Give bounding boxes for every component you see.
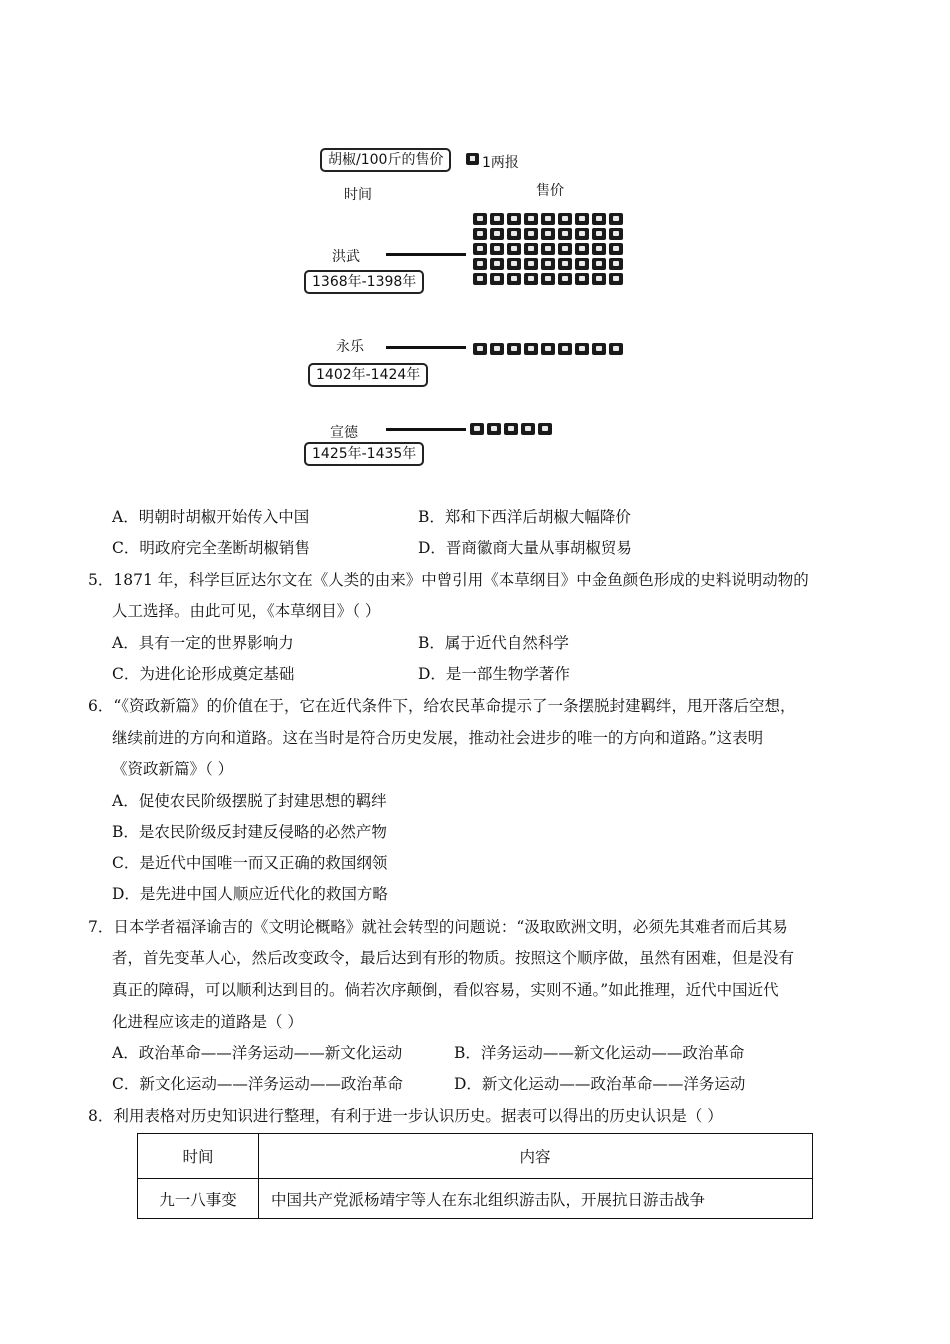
coin-icon (524, 243, 538, 255)
coin-icon (558, 243, 572, 255)
coin-icon (524, 258, 538, 270)
q6-option-c[interactable]: C．是近代中国唯一而又正确的救国纲领 (112, 854, 388, 872)
table-cell-content: 中国共产党派杨靖宇等人在东北组织游击队，开展抗日游击战争 (259, 1179, 813, 1219)
coin-icon (609, 243, 623, 255)
coin-icon (592, 228, 606, 240)
coin-icon (524, 228, 538, 240)
table-row (138, 1179, 813, 1219)
coin-icon (592, 258, 606, 270)
price-coins-hongwu (473, 213, 623, 285)
q5-option-b[interactable]: B．属于近代自然科学 (418, 634, 569, 652)
reign-label-xuande: 宣德 (330, 425, 358, 441)
coin-icon (609, 213, 623, 225)
coin-icon (507, 243, 521, 255)
q7-option-d[interactable]: D．新文化运动——政治革命——洋务运动 (454, 1075, 746, 1093)
table-cell-time: 九一八事变 (138, 1179, 259, 1219)
q6-option-b[interactable]: B．是农民阶级反封建反侵略的必然产物 (112, 823, 387, 841)
coin-icon (609, 343, 623, 355)
coin-icon (558, 228, 572, 240)
q5-option-c[interactable]: C．为进化论形成奠定基础 (112, 665, 295, 683)
q8-table (137, 1133, 813, 1219)
figure-title: 胡椒/100斤的售价 (320, 148, 451, 172)
q8-stem-line1: 8．利用表格对历史知识进行整理，有利于进一步认识历史。据表可以得出的历史认识是（ ） (88, 1107, 723, 1125)
coin-icon (575, 258, 589, 270)
coin-icon (558, 343, 572, 355)
coin-icon (541, 213, 555, 225)
coin-icon (504, 423, 518, 435)
q4-option-c[interactable]: C．明政府完全垄断胡椒销售 (112, 539, 310, 557)
coin-icon (473, 228, 487, 240)
pepper-price-figure (300, 140, 660, 475)
q7-stem-line2: 者，首先变革人心，然后改变政令，最后达到有形的物质。按照这个顺序做，虽然有困难，但是没有 (112, 949, 795, 967)
coin-icon (558, 273, 572, 285)
table-header-content: 内容 (259, 1134, 813, 1179)
coin-icon (521, 423, 535, 435)
coin-icon (466, 153, 479, 165)
q4-option-d[interactable]: D．晋商徽商大量从事胡椒贸易 (418, 539, 632, 557)
reign-label-hongwu: 洪武 (332, 249, 360, 265)
table-header-row (138, 1134, 813, 1179)
coin-icon (507, 258, 521, 270)
coin-icon (487, 423, 501, 435)
q7-stem-line1: 7．日本学者福泽谕吉的《文明论概略》就社会转型的问题说：“汲取欧洲文明，必须先其难者而后其易 (88, 918, 788, 936)
connector-line (386, 346, 466, 349)
q6-stem-line2: 继续前进的方向和道路。这在当时是符合历史发展，推动社会进步的唯一的方向和道路。”这表明 (112, 729, 764, 747)
price-coins-xuande (470, 423, 552, 435)
coin-icon (538, 423, 552, 435)
coin-icon (490, 343, 504, 355)
coin-icon (490, 273, 504, 285)
q7-option-c[interactable]: C．新文化运动——洋务运动——政治革命 (112, 1075, 403, 1093)
q7-stem-line4: 化进程应该走的道路是（ ） (112, 1013, 303, 1031)
coin-icon (609, 258, 623, 270)
q6-stem-line3: 《资政新篇》（ ） (112, 760, 234, 778)
coin-icon (558, 258, 572, 270)
coin-icon (473, 273, 487, 285)
reign-label-yongle: 永乐 (336, 339, 364, 355)
coin-icon (490, 258, 504, 270)
coin-icon (473, 258, 487, 270)
coin-icon (541, 273, 555, 285)
coin-icon (558, 213, 572, 225)
q5-option-d[interactable]: D．是一部生物学著作 (418, 665, 570, 683)
connector-line (386, 428, 466, 431)
coin-icon (592, 213, 606, 225)
q7-option-b[interactable]: B．洋务运动——新文化运动——政治革命 (454, 1044, 745, 1062)
q4-option-b[interactable]: B．郑和下西洋后胡椒大幅降价 (418, 508, 631, 526)
q6-option-a[interactable]: A．促使农民阶级摆脱了封建思想的羁绊 (112, 792, 387, 810)
q4-option-a[interactable]: A．明朝时胡椒开始传入中国 (112, 508, 310, 526)
table-header-time: 时间 (138, 1134, 259, 1179)
coin-icon (575, 213, 589, 225)
coin-icon (575, 273, 589, 285)
coin-icon (575, 343, 589, 355)
q7-option-a[interactable]: A．政治革命——洋务运动——新文化运动 (112, 1044, 403, 1062)
coin-icon (473, 243, 487, 255)
coin-icon (507, 228, 521, 240)
coin-icon (473, 213, 487, 225)
coin-icon (592, 273, 606, 285)
coin-icon (609, 228, 623, 240)
coin-icon (490, 213, 504, 225)
coin-icon (541, 258, 555, 270)
q5-option-a[interactable]: A．具有一定的世界影响力 (112, 634, 294, 652)
col-price-label: 售价 (536, 183, 564, 199)
q6-stem-line1: 6．“《资政新篇》的价值在于，它在近代条件下，给农民革命提示了一条摆脱封建羁绊，甩开落后空想， (88, 697, 796, 715)
coin-icon (592, 343, 606, 355)
figure-legend: 1两报 (482, 155, 519, 171)
coin-icon (541, 343, 555, 355)
coin-icon (575, 243, 589, 255)
coin-icon (507, 273, 521, 285)
q7-stem-line3: 真正的障碍，可以顺利达到目的。倘若次序颠倒，看似容易，实则不通。”如此推理，近代中国近代 (112, 981, 779, 999)
coin-icon (490, 228, 504, 240)
q5-stem-line1: 5．1871 年，科学巨匠达尔文在《人类的由来》中曾引用《本草纲目》中金鱼颜色形成的史料说明动物的 (88, 571, 809, 589)
coin-icon (507, 343, 521, 355)
q6-option-d[interactable]: D．是先进中国人顺应近代化的救国方略 (112, 885, 388, 903)
coin-icon (541, 243, 555, 255)
coin-icon (524, 343, 538, 355)
years-xuande: 1425年-1435年 (304, 442, 424, 466)
coin-icon (592, 243, 606, 255)
q5-stem-line2: 人工选择。由此可见，《本草纲目》（ ） (112, 602, 381, 620)
years-yongle: 1402年-1424年 (308, 363, 428, 387)
connector-line (386, 253, 466, 256)
coin-icon (524, 273, 538, 285)
coin-icon (507, 213, 521, 225)
years-hongwu: 1368年-1398年 (304, 270, 424, 294)
coin-icon (490, 243, 504, 255)
coin-icon (609, 273, 623, 285)
coin-icon (541, 228, 555, 240)
coin-icon (470, 423, 484, 435)
coin-icon (473, 343, 487, 355)
coin-icon (575, 228, 589, 240)
col-time-label: 时间 (344, 187, 372, 203)
price-coins-yongle (473, 343, 623, 355)
coin-icon (524, 213, 538, 225)
